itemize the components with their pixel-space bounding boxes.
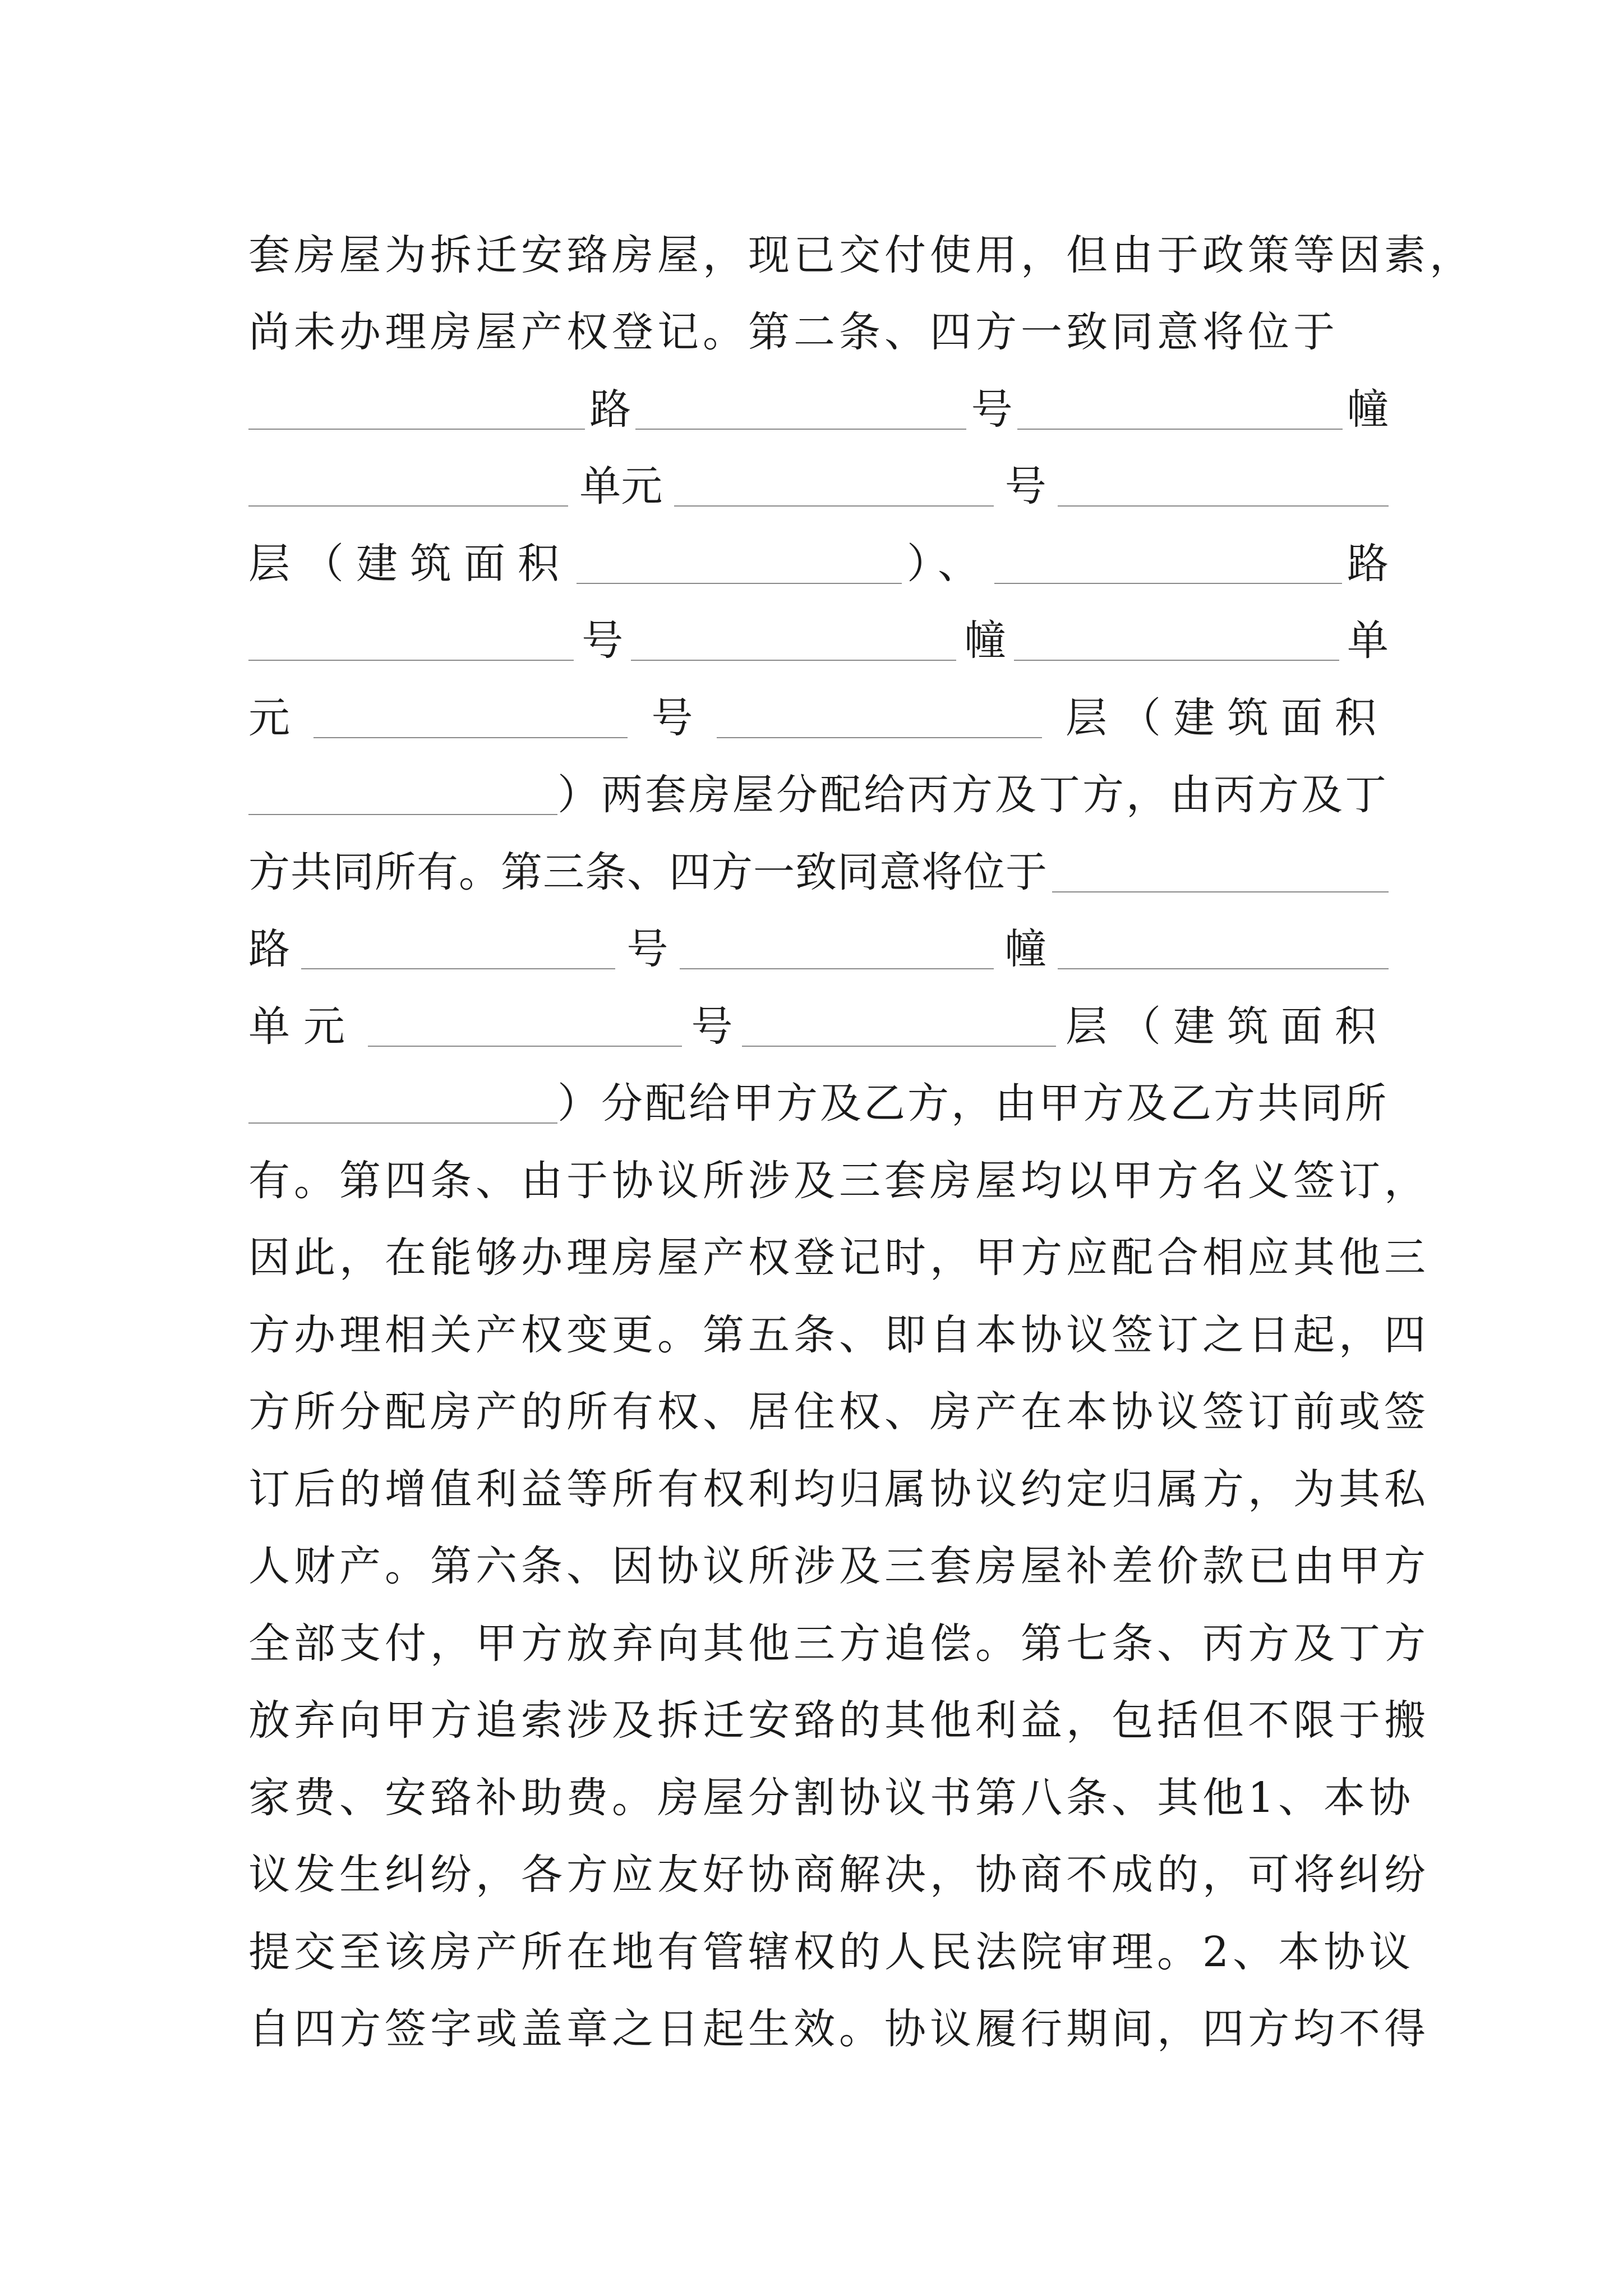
label-close-paren: ）、 — [907, 539, 989, 588]
label-road: 路 — [589, 385, 631, 434]
line-text: 全部支付，甲方放弃向其他三方追偿。第七条、丙方及丁方 — [248, 1619, 1430, 1668]
text-line-11 — [248, 984, 1389, 1062]
fill-in-blank[interactable] — [313, 698, 628, 738]
text-line-13 — [248, 1139, 1430, 1216]
fill-in-blank[interactable] — [717, 698, 1042, 738]
line-text: 提交至该房产所在地有管辖权的人民法院审理。2、本协议 — [248, 1927, 1415, 1976]
text-line-18 — [248, 1525, 1430, 1602]
line-text: ）两套房屋分配给丙方及丁方，由丙方及丁 — [557, 771, 1389, 820]
text-line-1 — [248, 213, 1475, 291]
text-line-22 — [248, 1833, 1430, 1911]
fill-in-blank[interactable] — [248, 389, 585, 430]
label-road: 路 — [1347, 539, 1389, 588]
fill-in-blank[interactable] — [994, 544, 1342, 584]
text-line-2 — [248, 291, 1389, 368]
text-line-15 — [248, 1293, 1430, 1370]
label-building: 幢 — [1004, 925, 1046, 974]
label-floor-area: 层（建筑面积 — [1066, 1002, 1389, 1051]
fill-in-blank[interactable] — [248, 1083, 557, 1124]
line-text: 放弃向甲方追索涉及拆迁安臵的其他利益，包括但不限于搬 — [248, 1696, 1430, 1745]
text-line-8 — [248, 753, 1389, 831]
text-line-24 — [248, 1987, 1430, 2065]
line-text: 订后的增值利益等所有权利均归属协议约定归属方，为其私 — [248, 1465, 1430, 1513]
line-text: 方所分配房产的所有权、居住权、房产在本协议签订前或签 — [248, 1388, 1430, 1437]
line-text: 因此，在能够办理房屋产权登记时，甲方应配合相应其他三 — [248, 1234, 1430, 1282]
label-building: 幢 — [964, 616, 1006, 665]
line-text: 家费、安臵补助费。房屋分割协议书第八条、其他1、本协 — [248, 1773, 1415, 1822]
line-text: 有。第四条、由于协议所涉及三套房屋均以甲方名义签订， — [248, 1156, 1430, 1205]
text-line-17 — [248, 1447, 1430, 1525]
fill-in-blank[interactable] — [248, 775, 557, 815]
text-line-23 — [248, 1910, 1415, 1987]
fill-in-blank[interactable] — [631, 620, 956, 661]
text-line-6 — [248, 599, 1389, 677]
text-line-9 — [248, 830, 1389, 908]
label-road: 路 — [248, 925, 290, 974]
line-text: 套房屋为拆迁安臵房屋，现已交付使用，但由于政策等因素， — [248, 231, 1475, 279]
line-text: 方共同所有。第三条、四方一致同意将位于 — [248, 848, 1048, 896]
label-unit: 单元 — [579, 462, 663, 511]
label-number: 号 — [626, 925, 668, 974]
text-line-12 — [248, 1062, 1389, 1139]
label-number: 号 — [971, 385, 1013, 434]
text-line-10 — [248, 908, 1389, 985]
label-number: 号 — [691, 1002, 733, 1051]
text-line-20 — [248, 1679, 1430, 1756]
fill-in-blank[interactable] — [680, 929, 994, 969]
text-line-21 — [248, 1756, 1415, 1833]
line-text: 尚未办理房屋产权登记。第二条、四方一致同意将位于 — [248, 308, 1339, 357]
text-line-3 — [248, 367, 1389, 445]
line-text: 人财产。第六条、因协议所涉及三套房屋补差价款已由甲方 — [248, 1542, 1430, 1591]
text-line-7 — [248, 676, 1389, 753]
line-text: 方办理相关产权变更。第五条、即自本协议签订之日起，四 — [248, 1310, 1430, 1359]
text-line-5 — [248, 522, 1389, 599]
label-unit: 单元 — [248, 1002, 358, 1051]
fill-in-blank[interactable] — [1058, 466, 1389, 507]
fill-in-blank[interactable] — [248, 466, 568, 507]
fill-in-blank[interactable] — [577, 544, 902, 584]
text-line-14 — [248, 1216, 1430, 1294]
line-text: 议发生纠纷，各方应友好协商解决，协商不成的，可将纠纷 — [248, 1851, 1430, 1899]
label-unit-part: 元 — [248, 693, 290, 742]
label-number: 号 — [582, 616, 624, 665]
fill-in-blank[interactable] — [1058, 929, 1389, 969]
label-building: 幢 — [1347, 385, 1389, 434]
line-text: 自四方签字或盖章之日起生效。协议履行期间，四方均不得 — [248, 2005, 1430, 2054]
fill-in-blank[interactable] — [1014, 620, 1339, 661]
text-line-16 — [248, 1370, 1430, 1448]
fill-in-blank[interactable] — [1017, 389, 1343, 430]
fill-in-blank[interactable] — [248, 620, 574, 661]
line-text: ）分配给甲方及乙方，由甲方及乙方共同所 — [557, 1079, 1389, 1128]
fill-in-blank[interactable] — [674, 466, 994, 507]
fill-in-blank[interactable] — [368, 1006, 682, 1047]
text-line-4 — [248, 445, 1389, 522]
fill-in-blank[interactable] — [742, 1006, 1056, 1047]
fill-in-blank[interactable] — [301, 929, 615, 969]
text-line-19 — [248, 1602, 1430, 1679]
fill-in-blank[interactable] — [1052, 852, 1389, 892]
label-floor-area: 层（建筑面积 — [248, 539, 571, 588]
label-unit-part: 单 — [1347, 616, 1389, 665]
agreement-body — [248, 213, 1475, 2064]
label-floor-area: 层（建筑面积 — [1066, 693, 1389, 742]
label-number: 号 — [651, 693, 693, 742]
fill-in-blank[interactable] — [635, 389, 966, 430]
label-number: 号 — [1004, 462, 1046, 511]
